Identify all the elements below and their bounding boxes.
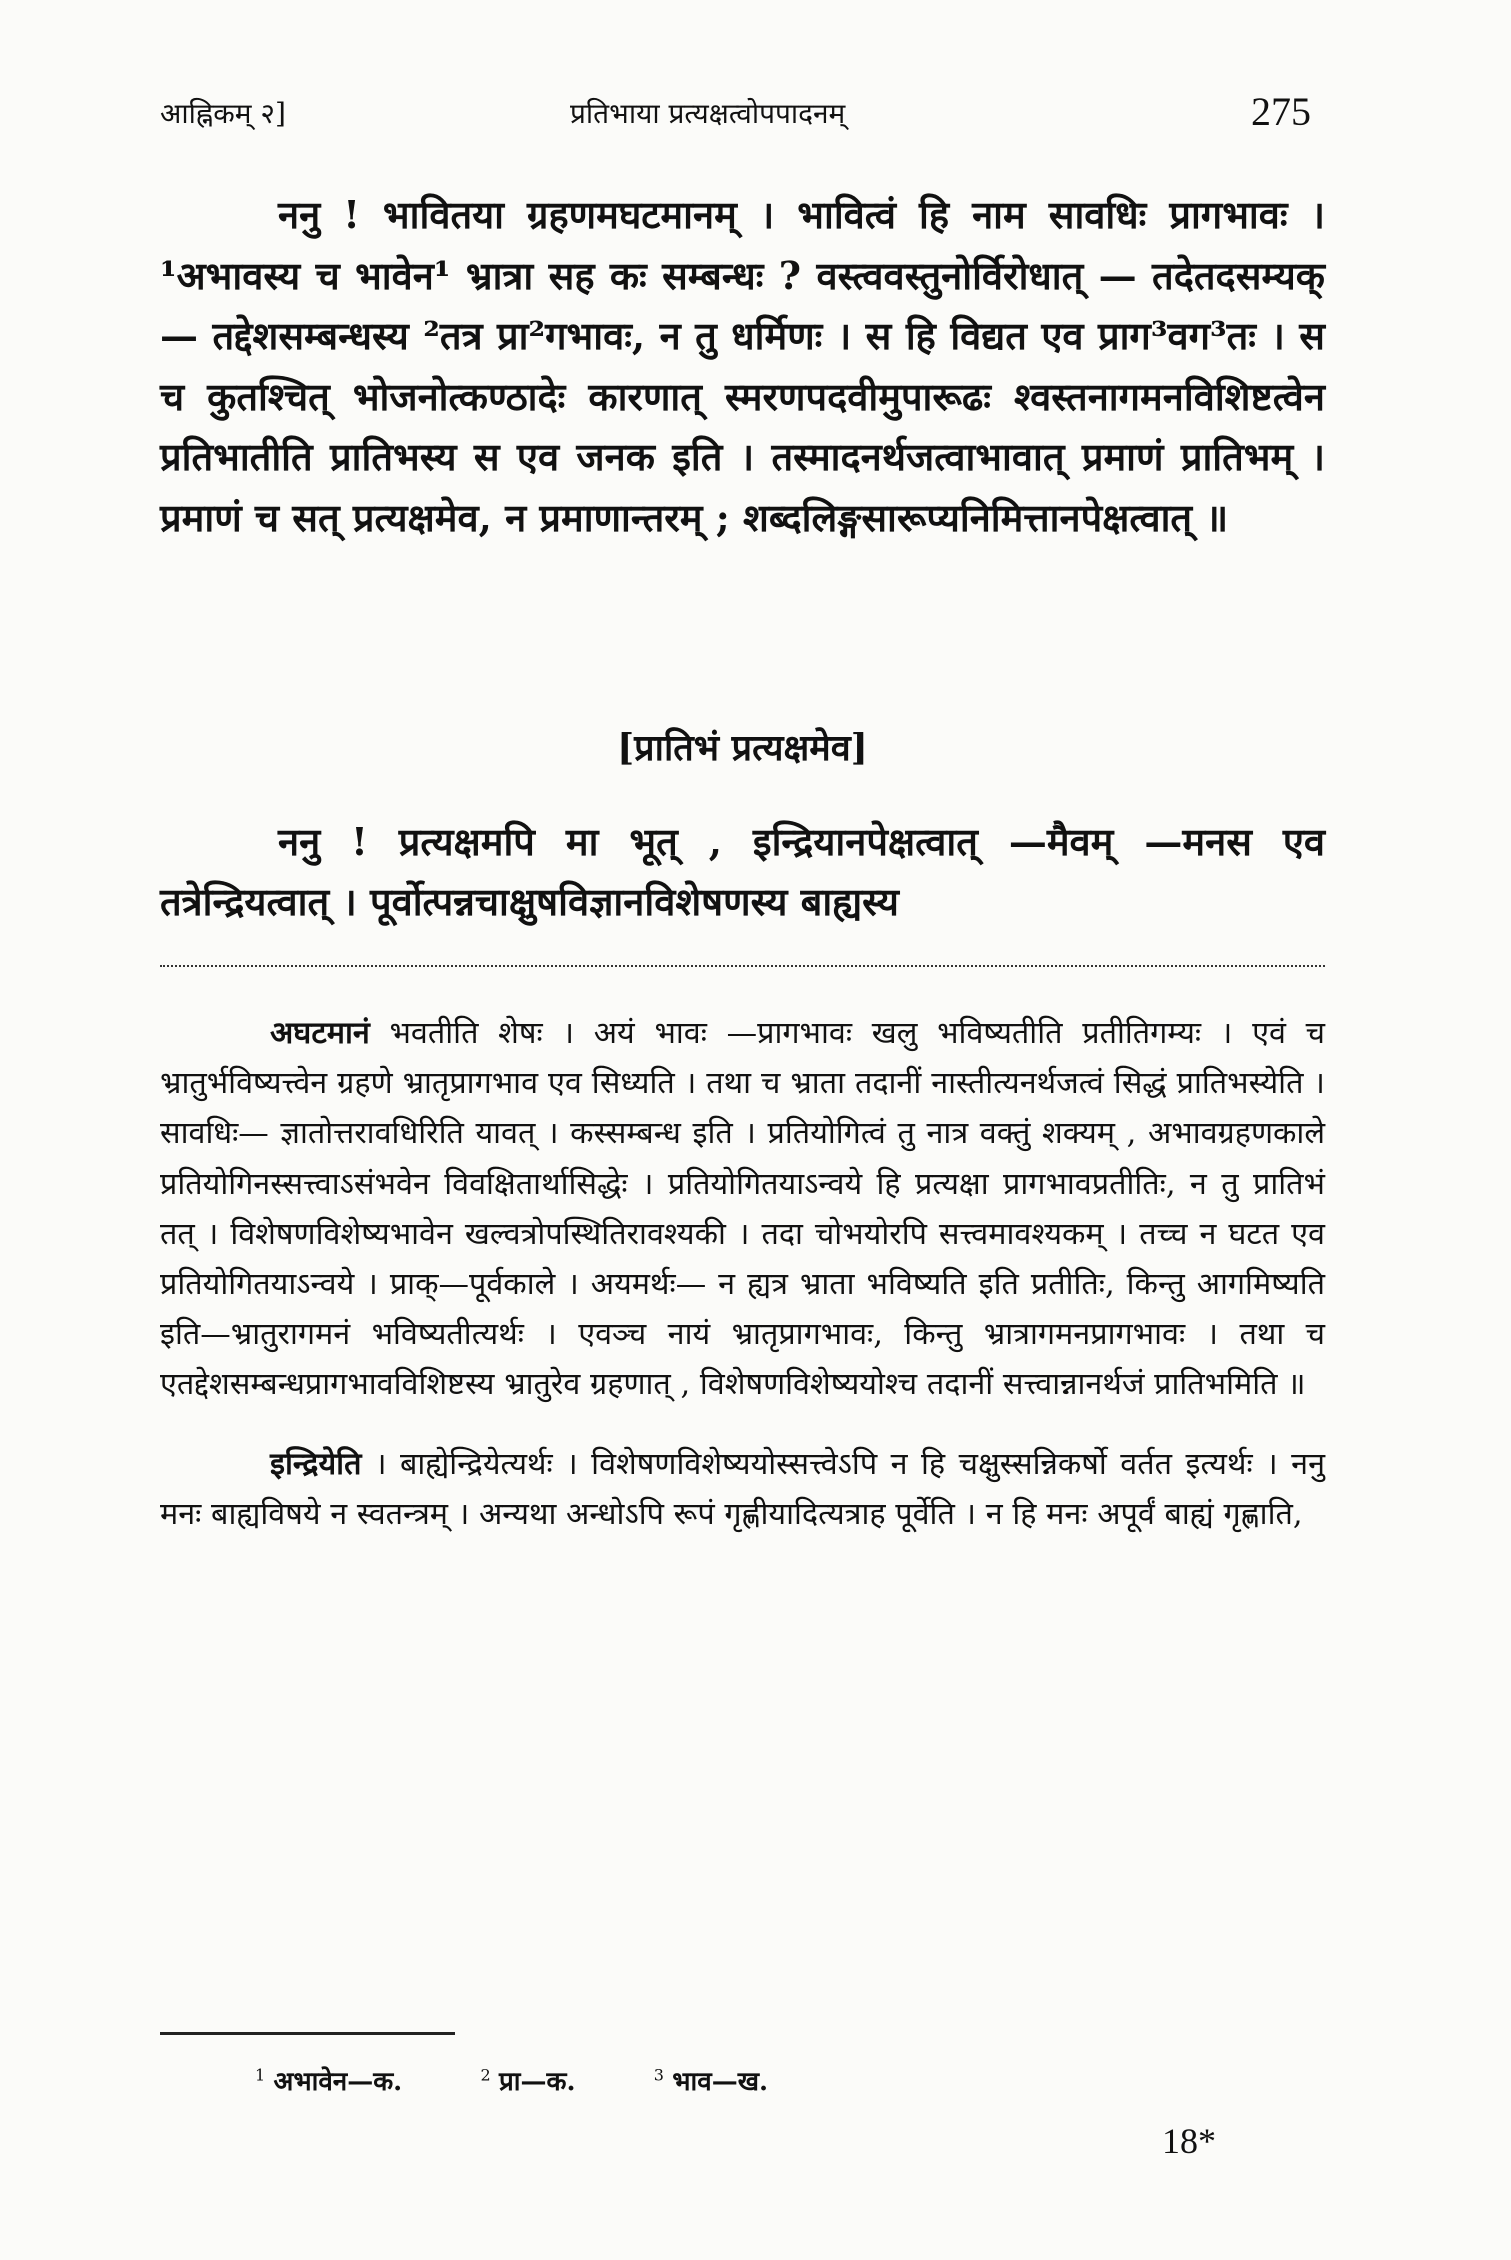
footnote-text-1: अभावेन—क. bbox=[273, 2067, 403, 2097]
main-paragraph-1: ननु ! भावितया ग्रहणमघटमानम् । भावित्वं हि नाम सावधिः प्रागभावः । ¹अभावस्य च भावेन¹ भ्रात्रा सह कः सम्बन्धः ? वस्त्ववस्तुनोर्विरोधात् — तदेतदसम्यक् — तद्देशसम्बन्धस्य ²तत्र प्रा²गभावः, न तु धर्मिणः । स हि विद्यत एव प्राग³वग³तः । स च कुतश्चित् भोजनोत्कण्ठादेः कारणात् स्मरणपदवीमुपारूढः श्वस्तनागमनविशिष्टत्वेन प्रतिभातीति प्रातिभस्य स एव जनक इति । तस्मादनर्थजत्वाभावात् प्रमाणं प्रातिभम् । प्रमाणं च सत् प्रत्यक्षमेव, न प्रमाणान्तरम् ; शब्दलिङ्गसारूप्यनिमित्तानपेक्षत्वात् ॥ bbox=[160, 192, 1325, 540]
footnote-mark-1: 1 bbox=[255, 2065, 266, 2085]
commentary-paragraph-2 bbox=[160, 1439, 1325, 1540]
running-head bbox=[160, 88, 1311, 148]
main-text-block-2 bbox=[160, 812, 1325, 932]
page-number: 275 bbox=[1251, 89, 1311, 134]
footnote-mark-2: 2 bbox=[480, 2065, 491, 2085]
commentary-lemma-1: अघटमानं bbox=[270, 1015, 370, 1051]
footnotes bbox=[255, 2062, 1155, 2098]
commentary-block bbox=[160, 1008, 1325, 1540]
chapter-label: आह्निकम् २] bbox=[160, 97, 286, 130]
commentary-lemma-2: इन्द्रियेति bbox=[270, 1445, 362, 1482]
commentary-text-1: भवतीति शेषः । अयं भावः —प्रागभावः खलु भविष्यतीति प्रतीतिगम्यः । एवं च भ्रातुर्भविष्यत्त्वेन ग्रहणे भ्रातृप्रागभाव एव सिध्यति । तथा च भ्राता तदानीं नास्तीत्यनर्थजत्वं सिद्धं प्रातिभस्येति । सावधिः— ज्ञातोत्तरावधिरिति यावत् । कस्सम्बन्ध इति । प्रतियोगित्वं तु नात्र वक्तुं शक्यम् , अभावग्रहणकाले प्रतियोगिनस्सत्त्वाऽसंभवेन विवक्षितार्थासिद्धेः । प्रतियोगितयाऽन्वये हि प्रत्यक्षा प्रागभावप्रतीतिः, न तु प्रातिभं तत् । विशेषणविशेष्यभावेन खल्वत्रोपस्थितिरावश्यकी । तदा चोभयोरपि सत्त्वमावश्यकम् । तच्च न घटत एव प्रतियोगितयाऽन्वये । प्राक्—पूर्वकाले । अयमर्थः— न ह्यत्र भ्राता भविष्यति इति प्रतीतिः, किन्तु आगमिष्यति इति—भ्रातुरागमनं भविष्यतीत्यर्थः । एवञ्च नायं भ्रातृप्रागभावः, किन्तु भ्रात्रागमनप्रागभावः । तथा च एतद्देशसम्बन्धप्रागभावविशिष्टस्य भ्रातुरेव ग्रहणात् , विशेषणविशेष्ययोश्च तदानीं सत्त्वान्नानर्थजं प्रातिभमिति ॥ bbox=[160, 1016, 1325, 1403]
commentary-paragraph-1 bbox=[160, 1008, 1325, 1411]
footnote-3 bbox=[654, 2062, 768, 2098]
main-paragraph-2: ननु ! प्रत्यक्षमपि मा भूत् , इन्द्रियानपेक्षत्वात् —मैवम् —मनस एव तत्रेन्द्रियत्वात् । पूर्वोत्पन्नचाक्षुषविज्ञानविशेषणस्य बाह्यस्य bbox=[160, 819, 1325, 924]
section-heading: [प्रातिभं प्रत्यक्षमेव] bbox=[617, 727, 868, 769]
footnote-text-2: प्रा—क. bbox=[498, 2067, 576, 2097]
main-text-block-1 bbox=[160, 185, 1325, 548]
footnote-mark-3: 3 bbox=[653, 2065, 664, 2085]
text-commentary-divider bbox=[160, 965, 1325, 967]
commentary-text-2: । बाह्येन्द्रियेत्यर्थः । विशेषणविशेष्ययोस्सत्त्वेऽपि न हि चक्षुस्सन्निकर्षो वर्तत इत्यर्थः । ननु मनः बाह्यविषये न स्वतन्त्रम् । अन्यथा अन्धोऽपि रूपं गृह्णीयादित्यत्राह पूर्वेति । न हि मनः अपूर्वं बाह्यं गृह्णाति, bbox=[160, 1446, 1325, 1532]
section-title: प्रतिभाया प्रत्यक्षत्वोपपादनम् bbox=[570, 97, 846, 130]
footnote-1 bbox=[255, 2062, 402, 2098]
footnote-2 bbox=[481, 2062, 576, 2098]
signature-mark: 18* bbox=[1162, 2121, 1216, 2161]
footnote-text-3: भाव—ख. bbox=[672, 2067, 769, 2097]
footnote-rule bbox=[160, 2032, 455, 2035]
